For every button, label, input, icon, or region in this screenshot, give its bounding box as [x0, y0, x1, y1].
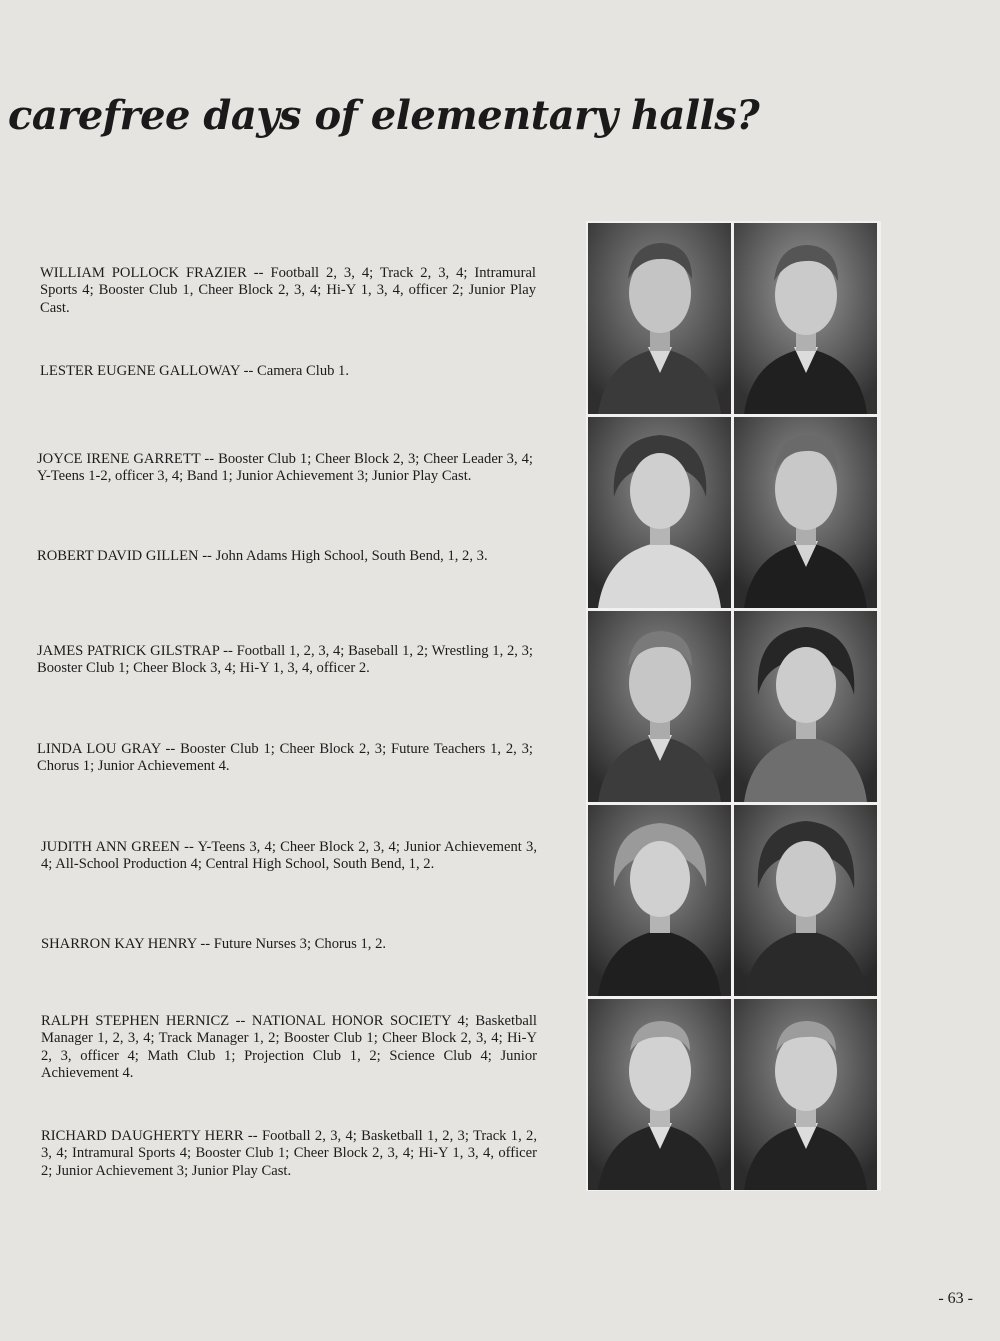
student-activities: Football 1, 2, 3, 4; Baseball 1, 2; Wrestling 1, 2, 3; Booster Club 1; Cheer Block 3, 4; Hi-Y 1, 3, 4, officer 2.	[37, 643, 533, 677]
portrait-photo	[734, 999, 877, 1190]
student-name: LINDA LOU GRAY	[37, 741, 161, 757]
name-separator: --	[219, 643, 237, 659]
name-separator: --	[246, 265, 271, 281]
page-headline: carefree days of elementary halls?	[8, 92, 760, 139]
student-activities: John Adams High School, South Bend, 1, 2, 3.	[215, 548, 488, 564]
student-activities: Y-Teens 3, 4; Cheer Block 2, 3, 4; Junior Achievement 3, 4; All-School Production 4; Central High School, South Bend, 1, 2.	[41, 839, 537, 873]
portrait-photo	[734, 611, 877, 802]
student-bio	[41, 1128, 537, 1180]
student-name: LESTER EUGENE GALLOWAY	[40, 363, 240, 379]
student-bio	[41, 1013, 537, 1083]
student-portrait-photo	[588, 417, 731, 608]
student-name: ROBERT DAVID GILLEN	[37, 548, 199, 564]
portrait-photo	[588, 805, 731, 996]
portrait-photo	[734, 417, 877, 608]
student-bio	[37, 741, 533, 776]
portrait-photo	[734, 223, 877, 414]
student-bio	[37, 643, 533, 678]
student-activities: Football 2, 3, 4; Basketball 1, 2, 3; Track 1, 2, 3, 4; Intramural Sports 4; Booster Club 1; Cheer Block 2, 3, 4; Hi-Y 1, 3, 4, officer 2; Junior Achievement 3; Junior Play Cast.	[41, 1128, 537, 1179]
name-separator: --	[239, 363, 257, 379]
student-bio	[37, 548, 533, 565]
student-portrait-photo	[734, 417, 877, 608]
student-bio	[37, 451, 533, 486]
portrait-photo	[588, 417, 731, 608]
name-separator: --	[198, 548, 216, 564]
student-portrait-photo	[734, 999, 877, 1190]
student-bio	[41, 839, 537, 874]
student-bio	[40, 363, 536, 380]
student-name: RALPH STEPHEN HERNICZ	[41, 1013, 230, 1029]
student-name: WILLIAM POLLOCK FRAZIER	[40, 265, 247, 281]
student-name: RICHARD DAUGHERTY HERR	[41, 1128, 244, 1144]
student-activities: Future Nurses 3; Chorus 1, 2.	[213, 936, 387, 952]
name-separator: --	[160, 741, 181, 757]
student-name: JUDITH ANN GREEN	[41, 839, 180, 855]
page-number: - 63 -	[938, 1290, 973, 1307]
student-portrait-photo	[588, 999, 731, 1190]
student-activities: Camera Club 1.	[257, 363, 350, 379]
student-portrait-photo	[588, 611, 731, 802]
name-separator: --	[243, 1128, 262, 1144]
student-bio	[41, 936, 537, 953]
portrait-photo	[588, 611, 731, 802]
name-separator: --	[196, 936, 214, 952]
student-bio	[40, 265, 536, 317]
student-portrait-photo	[588, 805, 731, 996]
student-portrait-photo	[588, 223, 731, 414]
portrait-photo	[588, 223, 731, 414]
student-name: JOYCE IRENE GARRETT	[37, 451, 201, 467]
student-activities: Football 2, 3, 4; Track 2, 3, 4; Intramural Sports 4; Booster Club 1, Cheer Block 2, 3, 4; Hi-Y 1, 3, 4, officer 2; Junior Play Cast.	[40, 265, 536, 316]
portrait-photo	[734, 805, 877, 996]
name-separator: --	[200, 451, 219, 467]
student-portrait-photo	[734, 611, 877, 802]
name-separator: --	[179, 839, 198, 855]
portrait-grid	[586, 221, 881, 1191]
name-separator: --	[229, 1013, 252, 1029]
student-portrait-photo	[734, 805, 877, 996]
student-activities: Booster Club 1; Cheer Block 2, 3; Future Teachers 1, 2, 3; Chorus 1; Junior Achievement 4.	[37, 741, 533, 775]
student-name: JAMES PATRICK GILSTRAP	[37, 643, 220, 659]
student-activities: NATIONAL HONOR SOCIETY 4; Basketball Manager 1, 2, 3, 4; Track Manager 1, 2; Booster Club 1; Cheer Block 2, 3, 4; Hi-Y 2, 3, officer 4; Math Club 1; Projection Club 1, 2; Science Club 4; Junior Achievement 4.	[41, 1013, 537, 1082]
student-name: SHARRON KAY HENRY	[41, 936, 197, 952]
student-portrait-photo	[734, 223, 877, 414]
student-activities: Booster Club 1; Cheer Block 2, 3; Cheer Leader 3, 4; Y-Teens 1-2, officer 3, 4; Band 1; Junior Achievement 3; Junior Play Cast.	[37, 451, 533, 485]
portrait-photo	[588, 999, 731, 1190]
